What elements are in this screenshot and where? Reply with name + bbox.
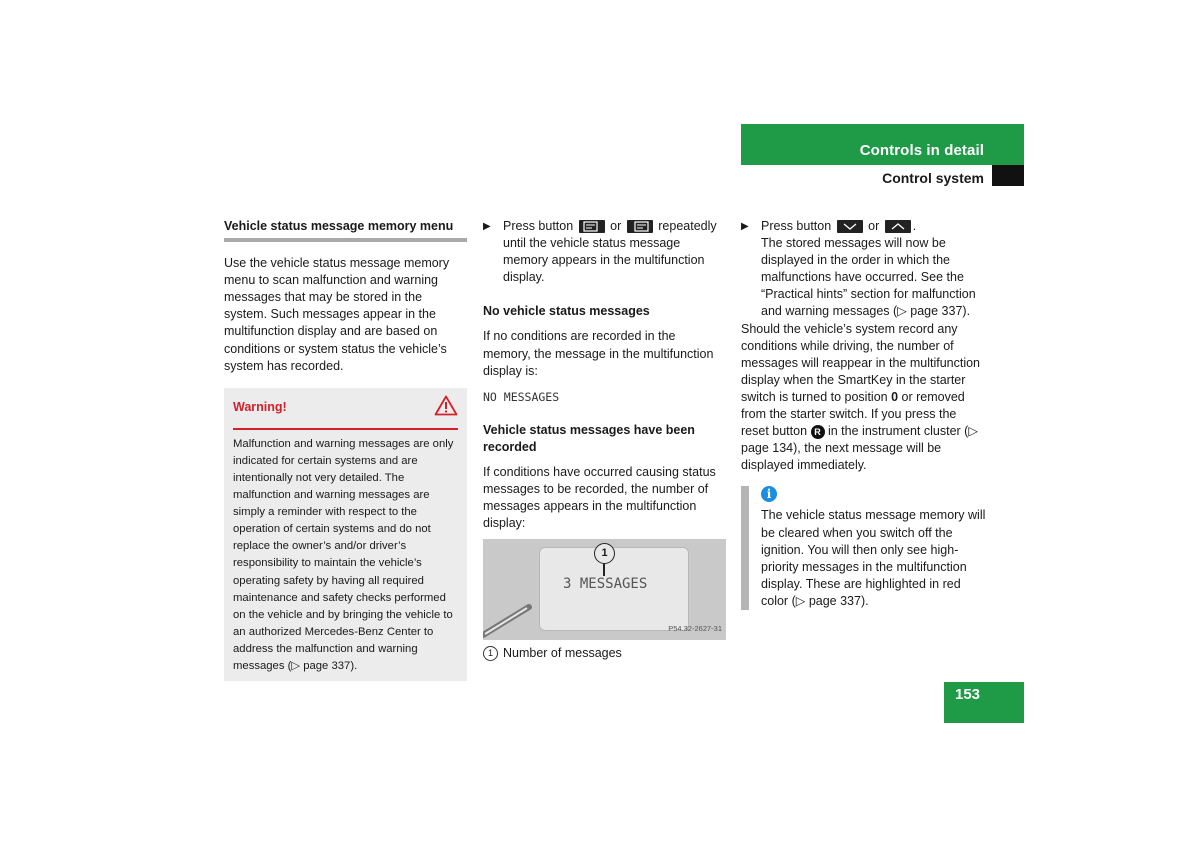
no-messages-display: NO MESSAGES [483, 389, 560, 404]
step-arrow-icon: ▶ [483, 221, 491, 232]
subsection-title: Control system [882, 170, 984, 186]
recorded-text: If conditions have occurred causing status messages to be recorded, the number of messages appears in the multifunction display: [483, 465, 716, 531]
step-scroll-messages [741, 218, 986, 235]
info-text: The vehicle status message memory will be cleared when you switch off the ignition. You will then only see high-priority messages in the multifunction display. These are highlighted in red color (▷ page 337). [761, 508, 986, 608]
menu-back-button-icon [627, 220, 653, 233]
stored-messages-text: The stored messages will now be displayed in the order in which the malfunctions have occurred. See the “Practical hints” section for malfunction and warning messages (▷ page 337). [761, 236, 976, 319]
no-messages-text: If no conditions are recorded in the memory, the message in the multifunction display is: [483, 329, 714, 378]
memory-menu-heading: Vehicle status message memory menu [224, 218, 467, 242]
callout-line [603, 564, 605, 576]
scroll-up-button-icon [885, 220, 911, 233]
info-box [741, 486, 986, 610]
warning-triangle-icon [434, 395, 458, 421]
figure-code: P54.32-2627-31 [668, 624, 722, 634]
record-text-3: in the instrument cluster (▷ page 134), the next message will be displayed immediately. [741, 424, 978, 473]
record-text-1: Should the vehicle’s system record any conditions while driving, the number of messages will reappear in the multifunction display when the SmartKey in the starter switch is turned to position [741, 321, 981, 404]
menu-forward-button-icon [579, 220, 605, 233]
column-left [224, 218, 467, 681]
warning-body: Malfunction and warning messages are only indicated for certain systems and are intentionally not very detailed. The malfunction and warning messages are simply a reminder with respect to the operation of certain systems and do not replace the owner’s and/or driver’s responsibility to maintain the vehicle’s operating safety by having all required maintenance and safety checks performed on the vehicle and by bringing the vehicle to an authorized Mercedes-Benz Center to address the malfunction and warning messages (▷ page 337). [233, 437, 454, 672]
record-paragraph [741, 321, 986, 475]
reset-button-icon: R [811, 425, 825, 439]
header-tab-marker [992, 165, 1024, 186]
step-or: or [610, 219, 622, 233]
recorded-heading: Vehicle status messages have been recorded [483, 422, 695, 454]
step-suffix: repeatedly until the vehicle status message memory appears in the multifunction display. [503, 219, 717, 285]
column-middle [483, 218, 726, 663]
warning-title: Warning! [233, 400, 287, 415]
figure-caption [483, 645, 726, 662]
no-messages-heading: No vehicle status messages [483, 304, 650, 319]
step-open-memory [483, 218, 726, 286]
step-prefix: Press button [503, 219, 574, 233]
caption-number: 1 [483, 646, 498, 661]
caption-text: Number of messages [503, 646, 622, 661]
step-prefix: Press button [761, 219, 832, 233]
position-zero: 0 [891, 389, 899, 404]
info-icon: i [761, 486, 777, 502]
warning-box [224, 388, 467, 681]
display-message: 3 MESSAGES [563, 576, 648, 593]
step-arrow-icon: ▶ [741, 221, 749, 232]
callout-number: 1 [594, 543, 615, 564]
column-right [741, 218, 986, 610]
memory-menu-intro: Use the vehicle status message memory menu to scan malfunction and warning messages that may be stored in the system. Such messages appear in the multifunction display and are based on conditions or system status the vehicle’s system has recorded. [224, 256, 450, 373]
step-or: or [868, 219, 880, 233]
section-title: Controls in detail [859, 142, 984, 159]
multifunction-display-figure [483, 539, 726, 640]
record-text-2: or removed from the starter switch. If you press the reset button [741, 389, 965, 439]
warning-header [233, 388, 458, 430]
page-number: 153 [954, 686, 981, 703]
scroll-down-button-icon [837, 220, 863, 233]
step-suffix: . [912, 219, 917, 233]
